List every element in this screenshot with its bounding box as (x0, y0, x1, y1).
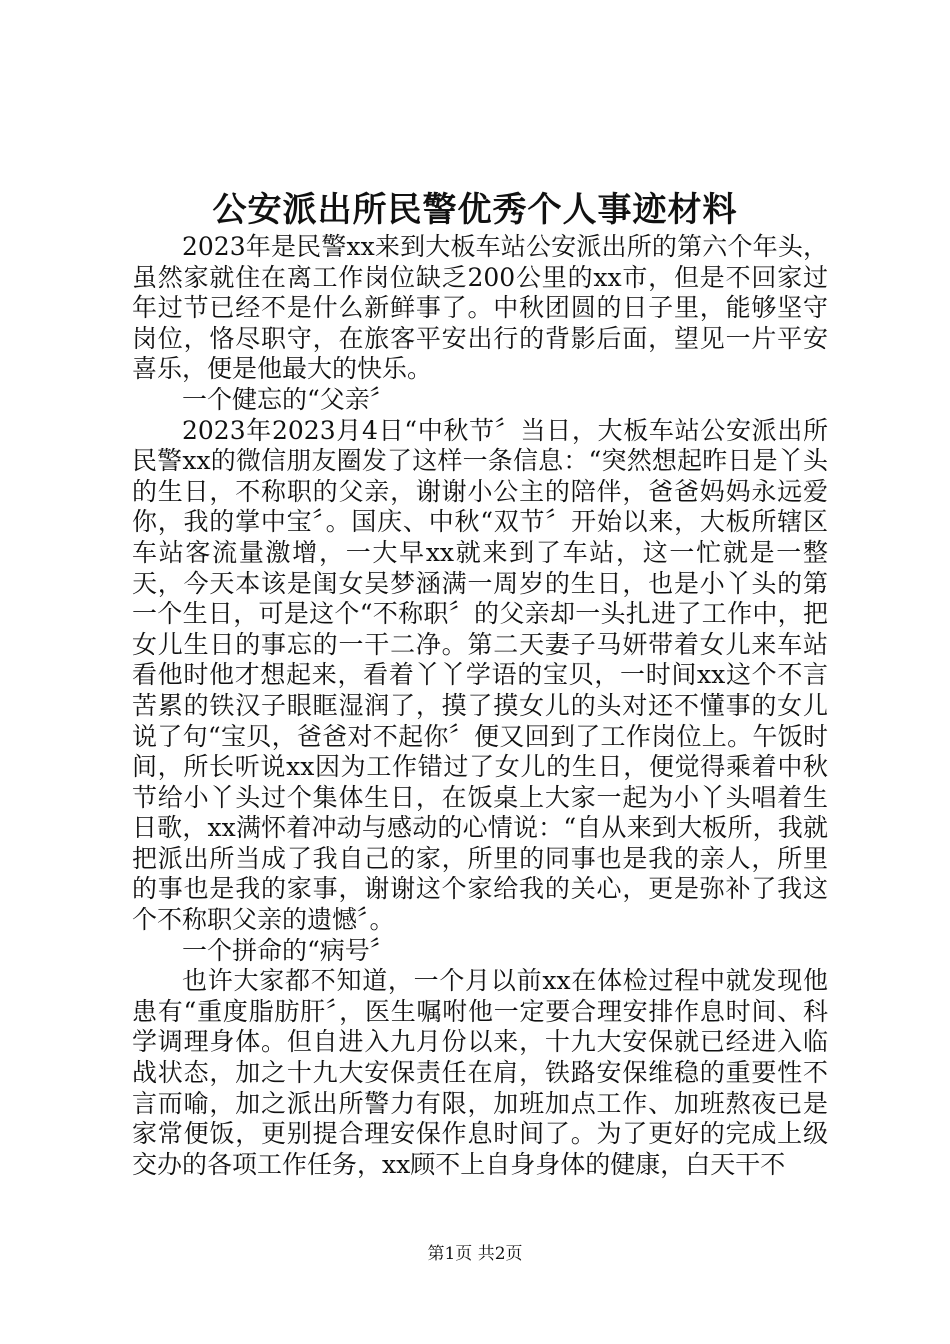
section-heading-patient: 一个拼命的“病号〞 (182, 935, 395, 965)
section-heading-father: 一个健忘的“父亲〞 (182, 384, 395, 414)
paragraph-father: 2023年2023月4日“中秋节〞当日，大板车站公安派出所民警xx的微信朋友圈发了这样一条信息：“突然想起昨日是丫头的生日，不称职的父亲，谢谢小公主的陪伴，爸爸妈妈永远爱你，我的掌中宝〞。国庆、中秋“双节〞开始以来，大板所辖区车站客流量激增，一大早xx就来到了车站，这一忙就是一整天，今天本该是闺女吴梦涵满一周岁的生日，也是小丫头的第一个生日，可是这个“不称职〞的父亲却一头扎进了工作中，把女儿生日的事忘的一干二净。第二天妻子马妍带着女儿来车站看他时他才想起来，看着丫丫学语的宝贝，一时间xx这个不言苦累的铁汉子眼眶湿润了，摸了摸女儿的头对还不懂事的女儿说了句“宝贝，爸爸对不起你〞便又回到了工作岗位上。午饭时间，所长听说xx因为工作错过了女儿的生日，便觉得乘着中秋节给小丫头过个集体生日，在饭桌上大家一起为小丫头唱着生日歌，xx满怀着冲动与感动的心情说：“自从来到大板所，我就把派出所当成了我自己的家，所里的同事也是我的亲人，所里的事也是我的家事，谢谢这个家给我的关心，更是弥补了我这个不称职父亲的遗憾〞。 (132, 415, 828, 935)
document-title: 公安派出所民警优秀个人事迹材料 (212, 190, 738, 230)
paragraph-patient: 也许大家都不知道，一个月以前xx在体检过程中就发现他患有“重度脂肪肝〞，医生嘱咐他一定要合理安排作息时间、科学调理身体。但自进入九月份以来，十九大安保就已经进入临战状态，加之十九大安保责任在肩，铁路安保维稳的重要性不言而喻，加之派出所警力有限，加班加点工作、加班熬夜已是家常便饭，更别提合理安保作息时间了。为了更好的完成上级交办的各项工作任务，xx顾不上自身身体的健康，白天干不 (132, 966, 828, 1179)
page-number-footer: 第1页 共2页 (427, 1244, 523, 1264)
document-body (132, 232, 828, 1180)
paragraph-intro: 2023年是民警xx来到大板车站公安派出所的第六个年头，虽然家就住在离工作岗位缺乏200公里的xx市，但是不回家过年过节已经不是什么新鲜事了。中秋团圆的日子里，能够坚守岗位，恪尽职守，在旅客平安出行的背影后面，望见一片平安喜乐，便是他最大的快乐。 (132, 232, 828, 384)
